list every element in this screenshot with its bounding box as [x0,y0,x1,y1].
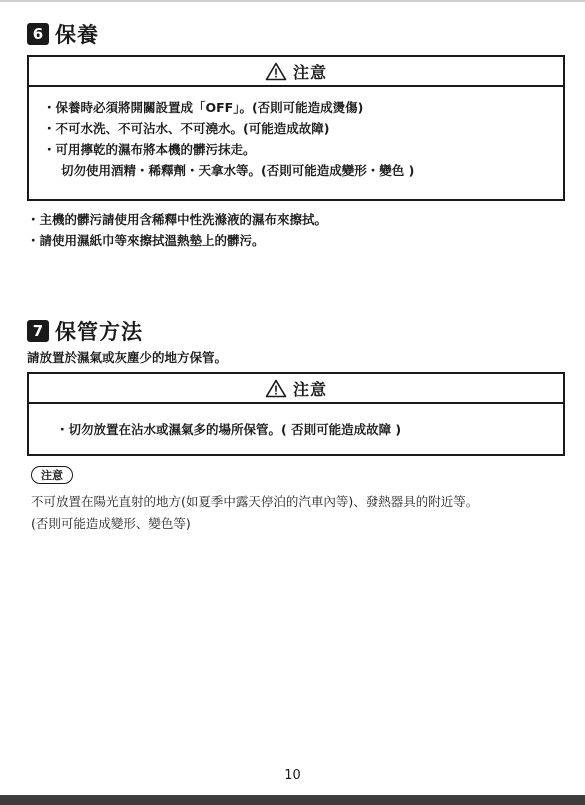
bottom-bar [0,795,585,805]
section-7-heading [27,316,143,346]
warning-triangle-icon [265,379,287,398]
section-6-bullets [27,209,327,251]
caution-item: 切勿使用酒精・稀釋劑・天拿水等。(否則可能造成變形・變色 ) [61,163,415,178]
section-7-number-badge: 7 [27,320,49,342]
section-7-title: 保管方法 [55,320,143,344]
note-text-line: (否則可能造成變形、變色等) [31,516,191,531]
note-label-badge: 注意 [31,466,73,484]
section-7-caution-box [27,372,565,456]
section-6-heading [27,19,99,49]
page-number: 10 [284,768,301,783]
top-divider [0,0,585,2]
section-7-intro: 請放置於濕氣或灰塵少的地方保管。 [27,350,228,365]
caution-item: ・切勿放置在沾水或濕氣多的場所保管。( 否則可能造成故障 ) [56,422,402,437]
caution-item: ・保養時必須將開關設置成「OFF」。(否則可能造成燙傷) [43,100,364,115]
section-6-caution-box [27,55,565,201]
warning-triangle-icon [265,62,287,81]
section-7-caution-body [29,404,563,440]
list-item: ・請使用濕紙巾等來擦拭溫熱墊上的髒污。 [27,233,265,248]
section-7-caution-title: 注意 [292,379,327,399]
section-6-number-badge: 6 [27,23,49,45]
caution-item: ・可用擰乾的濕布將本機的髒污抹走。 [43,142,256,157]
section-6-caution-header [29,57,563,87]
section-6-title: 保養 [55,23,99,47]
section-7-caution-header [29,374,563,404]
list-item: ・主機的髒污請使用含稀釋中性洗滌液的濕布來擦拭。 [27,212,328,227]
caution-item: ・不可水洗、不可沾水、不可澆水。(可能造成故障) [43,121,330,136]
section-6-caution-body [29,87,563,181]
note-text-line: 不可放置在陽光直射的地方(如夏季中露天停泊的汽車內等)、發熱器具的附近等。 [31,494,479,509]
section-6-caution-title: 注意 [292,62,327,82]
